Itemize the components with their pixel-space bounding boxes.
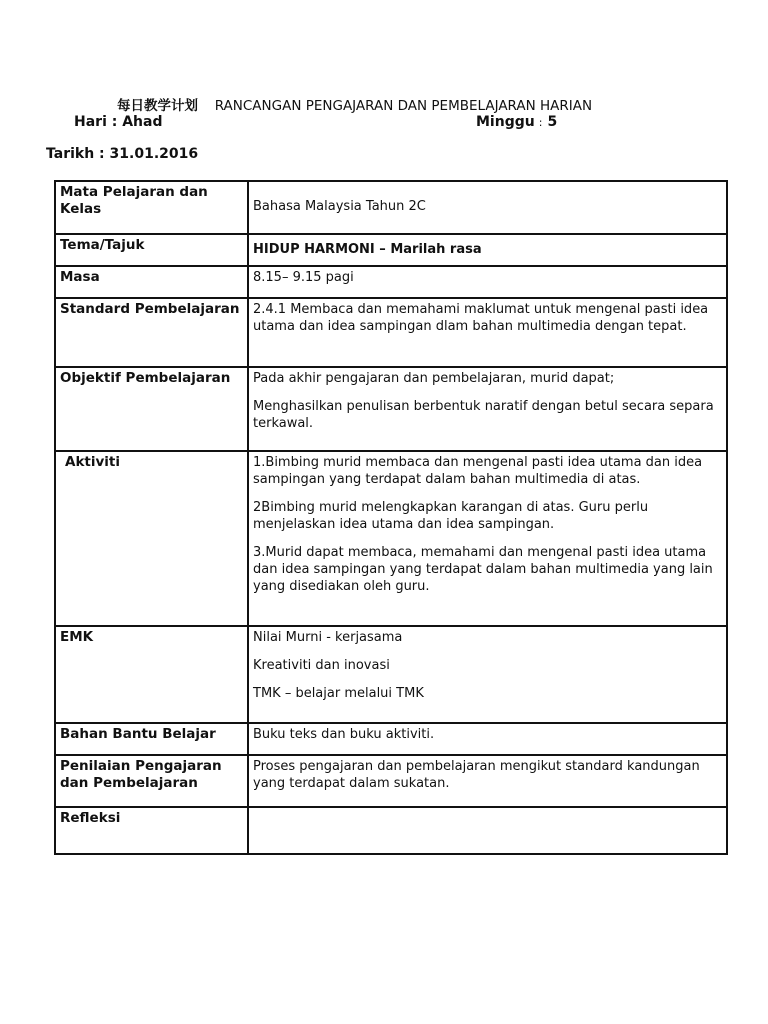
row-content [248,626,727,723]
date-label: Tarikh : [46,146,105,162]
row-label: Aktiviti [55,451,248,626]
content-line: HIDUP HARMONI – Marilah rasa [253,241,482,257]
date-value: 31.01.2016 [109,146,199,162]
table-row-reflection [55,807,727,854]
content-line: Proses pengajaran dan pembelajaran mengikut standard kandungan yang terdapat dalam sukatan. [253,759,700,791]
date-field [46,146,198,162]
title-chinese: 每日教学计划 [117,98,198,114]
table-row-objective [55,367,727,451]
content-line: 8.15– 9.15 pagi [253,270,354,285]
row-content [248,298,727,367]
row-content [248,367,727,451]
week-field [476,114,557,130]
table-row-assessment [55,755,727,807]
table-row-subject [55,181,727,234]
week-value: 5 [547,114,558,130]
content-line: 2.4.1 Membaca dan memahami maklumat untuk mengenal pasti idea utama dan idea sampingan dlam bahan multimedia dengan tepat. [253,302,709,334]
row-label: Penilaian Pengajaran dan Pembelajaran [55,755,248,807]
row-label: Refleksi [55,807,248,854]
content-line: Pada akhir pengajaran dan pembelajaran, murid dapat; [253,371,615,386]
day-label: Hari : [74,114,118,130]
title-malay: RANCANGAN PENGAJARAN DAN PEMBELAJARAN HARIAN [214,98,593,114]
content-line: 2Bimbing murid melengkapkan karangan di atas. Guru perlu menjelaskan idea utama dan idea sampingan. [253,500,649,532]
row-content [248,181,727,234]
content-line: 1.Bimbing murid membaca dan mengenal pasti idea utama dan idea sampingan yang terdapat dalam bahan multimedia di atas. [253,455,703,487]
row-label: EMK [55,626,248,723]
row-content [248,755,727,807]
content-line: Nilai Murni - kerjasama [253,630,403,645]
week-label: Minggu [476,114,535,130]
row-label: Bahan Bantu Belajar [55,723,248,755]
table-row-materials [55,723,727,755]
day-field [74,114,163,130]
row-label: Standard Pembelajaran [55,298,248,367]
week-separator: : [538,116,543,129]
table-row-time [55,266,727,298]
row-content [248,266,727,298]
table-row-emk [55,626,727,723]
row-label: Masa [55,266,248,298]
row-label: Tema/Tajuk [55,234,248,266]
row-label: Objektif Pembelajaran [55,367,248,451]
content-line: Bahasa Malaysia Tahun 2C [253,199,426,214]
content-line: TMK – belajar melalui TMK [253,686,424,701]
table-row-standard [55,298,727,367]
content-line: Kreativiti dan inovasi [253,658,390,673]
row-content [248,723,727,755]
row-label: Mata Pelajaran dan Kelas [55,181,248,234]
content-line: Menghasilkan penulisan berbentuk naratif dengan betul secara separa terkawal. [253,399,714,431]
table-row-activity [55,451,727,626]
lesson-plan-table [54,180,728,855]
document-title [117,94,592,114]
row-content [248,234,727,266]
content-line: Buku teks dan buku aktiviti. [253,727,435,742]
table-row-theme [55,234,727,266]
content-line: 3.Murid dapat membaca, memahami dan mengenal pasti idea utama dan idea sampingan yang terdapat dalam bahan multimedia yang lain yang disediakan oleh guru. [253,545,713,594]
row-content [248,451,727,626]
row-content [248,807,727,854]
day-value: Ahad [122,114,163,130]
